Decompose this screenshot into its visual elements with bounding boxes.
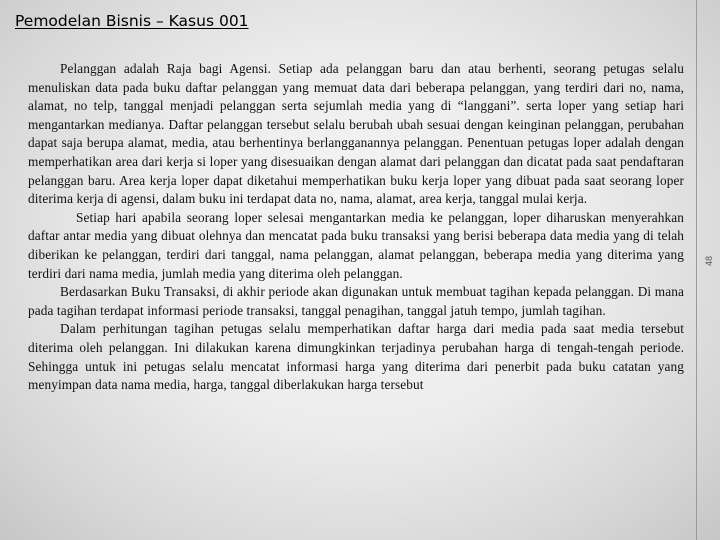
body-text xyxy=(28,60,684,395)
vertical-divider xyxy=(696,0,697,540)
paragraph-3: Berdasarkan Buku Transaksi, di akhir periode akan digunakan untuk membuat tagihan kepada pelanggan. Di mana pada tagihan terdapat informasi periode transaksi, tanggal penagihan, tanggal jatuh tempo, jumlah tagihan. xyxy=(28,284,684,318)
paragraph-4: Dalam perhitungan tagihan petugas selalu memperhatikan daftar harga dari media pada saat media tersebut diterima oleh pelanggan. Ini dilakukan karena dimungkinkan terjadinya perubahan harga di tengah-tengah periode. Sehingga untuk ini petugas selalu mencatat informasi harga yang diterima dari penerbit pada buku catatan yang menyimpan data nama media, harga, tanggal diberlakukan harga tersebut xyxy=(28,321,684,393)
page-number: 48 xyxy=(704,256,714,267)
paragraph-1: Pelanggan adalah Raja bagi Agensi. Setiap ada pelanggan baru dan atau berhenti, seorang petugas selalu menuliskan data pada buku daftar pelanggan yang memuat data dari beberapa pelanggan, yang terdiri dari no, nama, alamat, no telp, tanggal menjadi pelanggan serta sejumlah media yang di “langgani”. serta loper yang setiap hari mengantarkan medianya. Daftar pelanggan tersebut selalu berubah ubah sesuai dengan keinginan pelanggan, perubahan dapat saja berupa alamat, media, atau berhentinya berlangganannya pelanggan. Penentuan petugas loper adalah dengan memperhatikan area dari kerja si loper yang disesuaikan dengan alamat dari pelanggan dan dicatat pada saat pendaftaran pelanggan baru. Area kerja loper dapat diketahui memperhatikan buku kerja loper yang dibuat pada saat seorang loper diterima kerja di agensi, dalam buku ini terdapat data no, nama, alamat, area kerja, tanggal mulai kerja. xyxy=(28,61,684,207)
paragraph-2: Setiap hari apabila seorang loper selesai mengantarkan media ke pelanggan, loper diharuskan menyerahkan daftar antar media yang dibuat olehnya dan mencatat pada buku transaksi yang berisi beberapa data media yang di telah diberikan ke pelanggan, terdiri dari tanggal, nama pelanggan, alamat pelanggan, beberapa media yang diterima yang terdiri dari nama media, jumlah media yang diterima oleh pelanggan. xyxy=(28,209,684,281)
slide-title: Pemodelan Bisnis – Kasus 001 xyxy=(15,12,249,30)
